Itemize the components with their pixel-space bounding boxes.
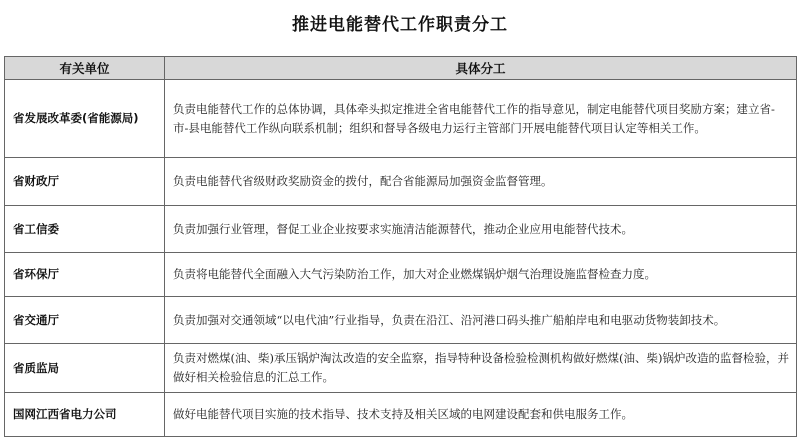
duty-cell: 做好电能替代项目实施的技术指导、技术支持及相关区域的电网建设配套和供电服务工作。: [165, 393, 797, 437]
table-row: [5, 253, 797, 297]
duty-cell: 负责加强行业管理，督促工业企业按要求实施清洁能源替代，推动企业应用电能替代技术。: [165, 206, 797, 253]
table-row: [5, 297, 797, 344]
header-unit: 有关单位: [5, 57, 165, 80]
unit-cell: 省环保厅: [5, 253, 165, 297]
table-row: [5, 393, 797, 437]
duty-cell: 负责对燃煤(油、柴)承压锅炉淘汰改造的安全监察，指导特种设备检验检测机构做好燃煤(油、柴)锅炉改造的监督检验，并做好相关检验信息的汇总工作。: [165, 344, 797, 393]
table-row: [5, 344, 797, 393]
unit-cell: 省工信委: [5, 206, 165, 253]
table-header-row: [5, 57, 797, 80]
duty-cell: 负责将电能替代全面融入大气污染防治工作，加大对企业燃煤锅炉烟气治理设施监督检查力度。: [165, 253, 797, 297]
unit-cell: 国网江西省电力公司: [5, 393, 165, 437]
unit-cell: 省发展改革委(省能源局): [5, 80, 165, 158]
header-duty: 具体分工: [165, 57, 797, 80]
table-row: [5, 206, 797, 253]
unit-cell: 省交通厅: [5, 297, 165, 344]
unit-cell: 省财政厅: [5, 158, 165, 206]
document-title: 推进电能替代工作职责分工: [292, 15, 508, 35]
unit-cell: 省质监局: [5, 344, 165, 393]
table-row: [5, 158, 797, 206]
duty-table: [4, 56, 797, 437]
table-row: [5, 80, 797, 158]
duty-cell: 负责电能替代省级财政奖励资金的拨付，配合省能源局加强资金监督管理。: [165, 158, 797, 206]
duty-cell: 负责电能替代工作的总体协调，具体牵头拟定推进全省电能替代工作的指导意见，制定电能替代项目奖励方案；建立省-市-县电能替代工作纵向联系机制；组织和督导各级电力运行主管部门开展电能替代项目认定等相关工作。: [165, 80, 797, 158]
duty-cell: 负责加强对交通领域“以电代油”行业指导，负责在沿江、沿河港口码头推广船舶岸电和电驱动货物装卸技术。: [165, 297, 797, 344]
